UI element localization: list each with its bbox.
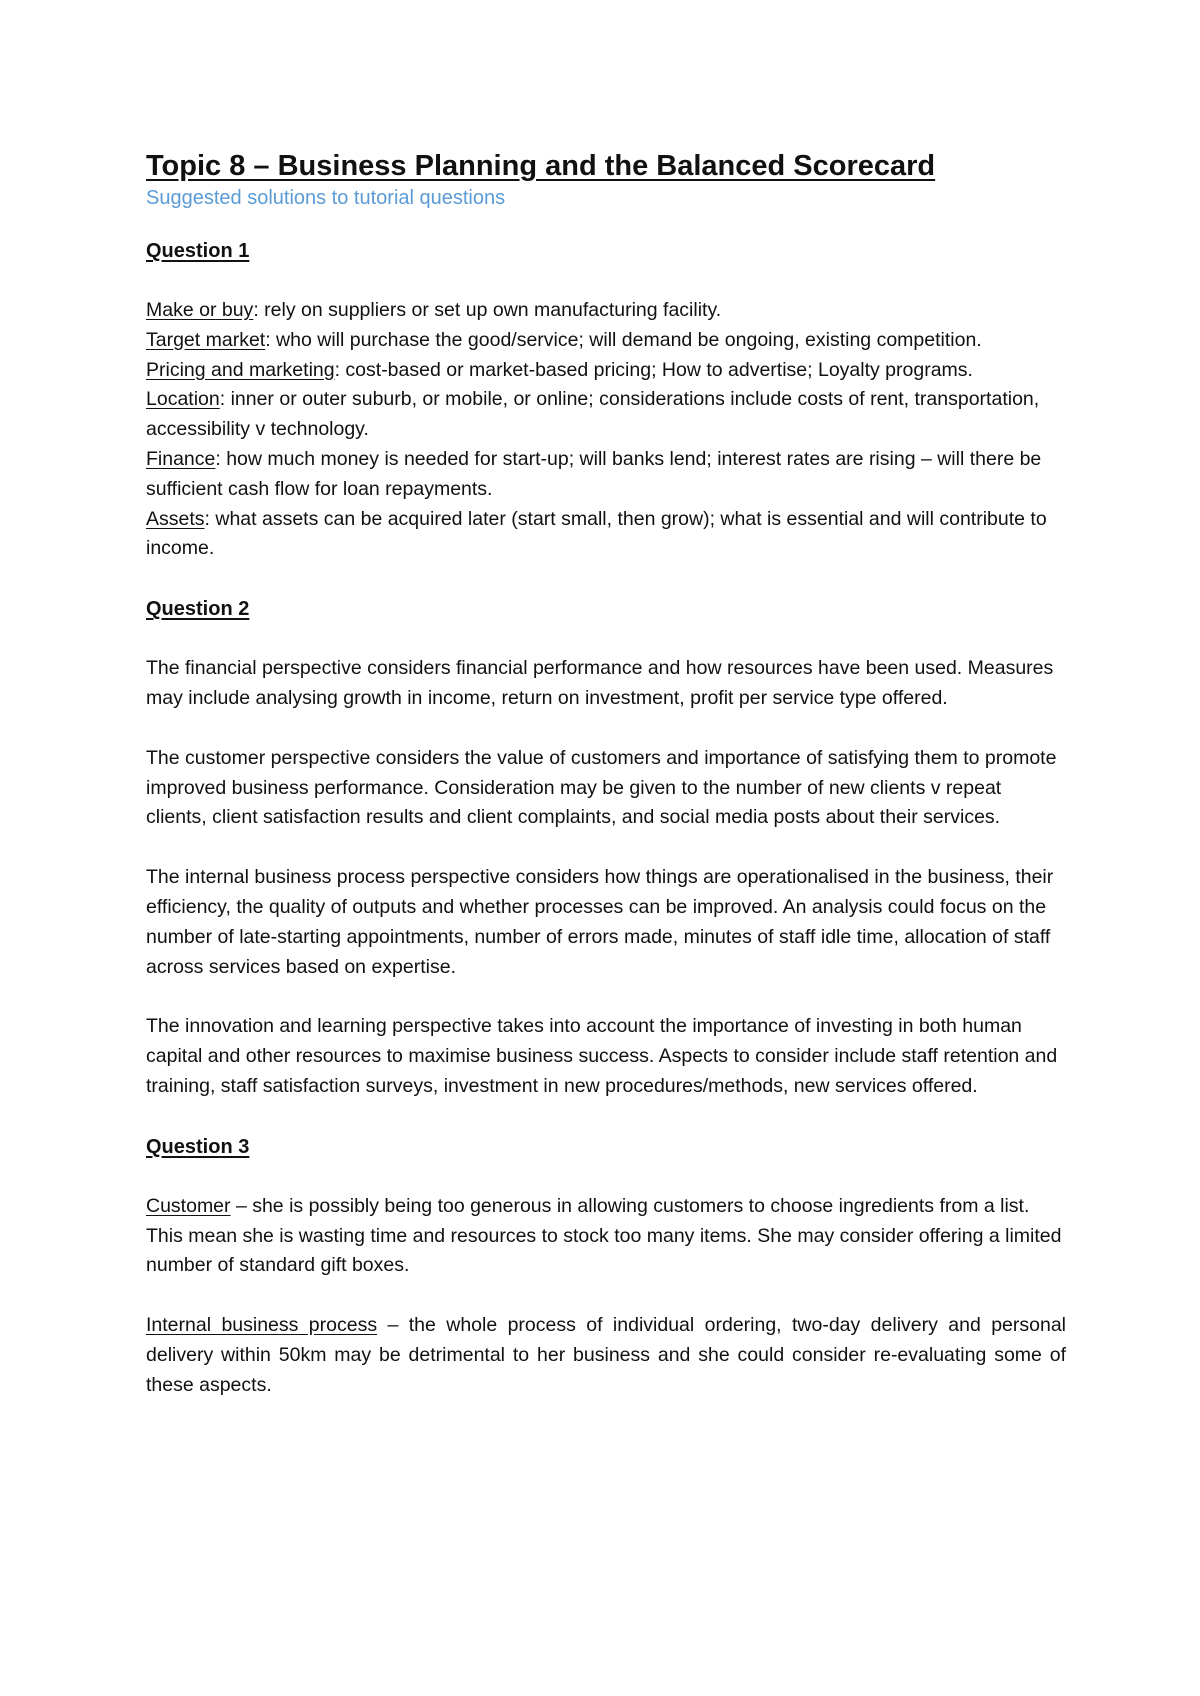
q1-text: : inner or outer suburb, or mobile, or online; considerations include costs of rent, transportation, accessibility v technology.: [146, 388, 1040, 441]
q1-item-make-or-buy: [146, 296, 1066, 326]
q1-item-location: [146, 385, 1066, 445]
q1-term: Finance: [146, 447, 216, 470]
q2-customer-paragraph: The customer perspective considers the value of customers and importance of satisfying them to promote improved business performance. Consideration may be given to the number of new clients v repeat clients, client satisfaction results and client complaints, and social media posts about their services.: [146, 746, 1057, 829]
question-1-heading: Question 1: [146, 240, 250, 262]
q1-term: Pricing and marketing: [146, 358, 335, 381]
q2-financial-paragraph: The financial perspective considers financial performance and how resources have been used. Measures may include analysing growth in income, return on investment, profit per service type offered.: [146, 657, 1054, 709]
q1-item-finance: [146, 445, 1066, 505]
document-title: Topic 8 – Business Planning and the Balanced Scorecard: [146, 150, 936, 182]
q2-innovation-paragraph: The innovation and learning perspective takes into account the importance of investing in both human capital and other resources to maximise business success. Aspects to consider include staff retention and training, staff satisfaction surveys, investment in new procedures/methods, new services offered.: [146, 1015, 1058, 1097]
document-page: [146, 148, 1066, 1431]
q3-internal-process-paragraph: [146, 1311, 1066, 1400]
q3-customer-paragraph: [146, 1192, 1066, 1281]
q1-text: : rely on suppliers or set up own manufacturing facility.: [253, 299, 722, 321]
question-2-heading: Question 2: [146, 598, 250, 621]
q3-term: Internal business process: [146, 1314, 378, 1337]
q1-text: : who will purchase the good/service; will demand be ongoing, existing competition.: [265, 328, 982, 351]
q1-text: : cost-based or market-based pricing; How to advertise; Loyalty programs.: [334, 358, 973, 381]
q1-term: Assets: [146, 507, 205, 530]
q1-item-target-market: [146, 326, 1066, 356]
q1-term: Target market: [146, 328, 266, 351]
q1-item-pricing-marketing: [146, 356, 1066, 386]
q1-term: Location: [146, 388, 220, 411]
q1-text: : what assets can be acquired later (start small, then grow); what is essential and will contribute to income.: [146, 507, 1047, 560]
q1-text: : how much money is needed for start-up; will banks lend; interest rates are rising – will there be sufficient cash flow for loan repayments.: [146, 447, 1042, 500]
question-3-heading: Question 3: [146, 1135, 250, 1158]
q3-text: – the whole process of individual ordering, two-day delivery and personal delivery within 50km may be detrimental to her business and she could consider re-evaluating some of these aspects.: [146, 1314, 1066, 1396]
q2-internal-process-paragraph: The internal business process perspective considers how things are operationalised in the business, their efficiency, the quality of outputs and whether processes can be improved. An analysis could focus on the number of late-starting appointments, number of errors made, minutes of staff idle time, allocation of staff across services based on expertise.: [146, 866, 1054, 978]
question-1-answer: [146, 296, 1066, 564]
document-subtitle: Suggested solutions to tutorial questions: [146, 187, 506, 209]
q1-term: Make or buy: [146, 299, 254, 321]
q1-item-assets: [146, 505, 1066, 565]
q3-term: Customer: [146, 1194, 231, 1217]
q3-text: – she is possibly being too generous in allowing customers to choose ingredients from a list. This mean she is wasting time and resources to stock too many items. She may consider offering a limited number of standard gift boxes.: [146, 1194, 1062, 1277]
